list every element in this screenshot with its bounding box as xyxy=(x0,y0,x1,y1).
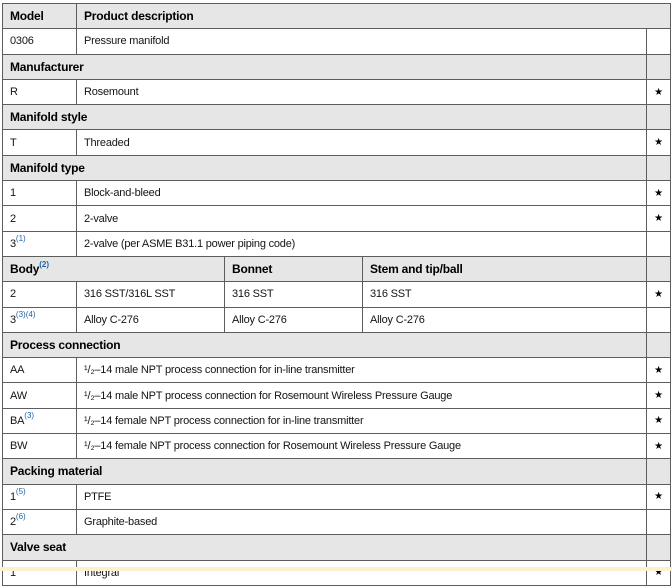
model-code: 2 xyxy=(10,288,16,300)
table-row xyxy=(3,484,671,509)
bottom-highlight-strip xyxy=(0,567,672,571)
star-cell: ★ xyxy=(647,560,671,585)
model-code-cell xyxy=(3,484,77,509)
table-row xyxy=(3,206,671,231)
model-code-cell xyxy=(3,307,77,332)
model-code: 3 xyxy=(10,314,16,326)
star-cell: ★ xyxy=(647,206,671,231)
model-code-cell xyxy=(3,231,77,256)
model-code-cell xyxy=(3,408,77,433)
stem-material-cell: 316 SST xyxy=(363,282,647,307)
model-code: T xyxy=(10,137,17,149)
section-title: Manufacturer xyxy=(3,54,647,79)
body-label: Body xyxy=(10,262,39,276)
stem-column-header: Stem and tip/ball xyxy=(363,256,647,281)
description-cell: Block-and-bleed xyxy=(77,181,647,206)
star-cell xyxy=(647,54,671,79)
stem-material-cell: Alloy C-276 xyxy=(363,307,647,332)
table-row xyxy=(3,408,671,433)
star-cell: ★ xyxy=(647,282,671,307)
model-code: BW xyxy=(10,440,27,452)
description-cell: 2-valve xyxy=(77,206,647,231)
section-header-row xyxy=(3,155,671,180)
star-cell: ★ xyxy=(647,408,671,433)
star-cell xyxy=(647,29,671,54)
description-cell: Graphite-based xyxy=(77,509,647,534)
section-title: Manifold style xyxy=(3,105,647,130)
body-material-cell: 316 SST/316L SST xyxy=(77,282,225,307)
model-code-cell xyxy=(3,383,77,408)
star-cell xyxy=(647,105,671,130)
star-cell: ★ xyxy=(647,484,671,509)
model-code-cell xyxy=(3,282,77,307)
table-row xyxy=(3,307,671,332)
ordering-information-table xyxy=(2,3,671,586)
star-cell xyxy=(647,535,671,560)
description-cell: ¹/₂–14 male NPT process connection for Rosemount Wireless Pressure Gauge xyxy=(77,383,647,408)
model-code: 1 xyxy=(10,491,16,503)
star-cell xyxy=(647,332,671,357)
table-row xyxy=(3,509,671,534)
star-cell: ★ xyxy=(647,434,671,459)
body-column-header xyxy=(3,256,225,281)
section-title: Process connection xyxy=(3,332,647,357)
table-row xyxy=(3,79,671,104)
model-code-cell xyxy=(3,130,77,155)
footnote-ref: (2) xyxy=(39,260,49,269)
description-cell: Pressure manifold xyxy=(77,29,647,54)
model-code: R xyxy=(10,86,18,98)
bonnet-material-cell: 316 SST xyxy=(225,282,363,307)
section-header-row xyxy=(3,54,671,79)
model-code: AW xyxy=(10,390,27,402)
body-material-cell: Alloy C-276 xyxy=(77,307,225,332)
model-code-cell xyxy=(3,29,77,54)
footnote-ref: (3) xyxy=(24,411,34,420)
model-code-cell xyxy=(3,181,77,206)
product-description-column-header: Product description xyxy=(77,4,671,29)
description-cell: Integral xyxy=(77,560,647,585)
description-cell: Threaded xyxy=(77,130,647,155)
model-code: 3 xyxy=(10,238,16,250)
description-cell: ¹/₂–14 female NPT process connection for in-line transmitter xyxy=(77,408,647,433)
star-cell: ★ xyxy=(647,383,671,408)
footnote-ref: (3)(4) xyxy=(16,310,36,319)
star-cell xyxy=(647,509,671,534)
table-row xyxy=(3,383,671,408)
model-code-cell xyxy=(3,206,77,231)
section-header-row xyxy=(3,105,671,130)
description-cell: ¹/₂–14 female NPT process connection for Rosemount Wireless Pressure Gauge xyxy=(77,434,647,459)
section-header-row xyxy=(3,459,671,484)
model-code-cell xyxy=(3,509,77,534)
description-cell: Rosemount xyxy=(77,79,647,104)
model-code-cell xyxy=(3,560,77,585)
table-row xyxy=(3,560,671,585)
model-code: AA xyxy=(10,364,24,376)
table-row xyxy=(3,181,671,206)
footnote-ref: (5) xyxy=(16,487,26,496)
table-row xyxy=(3,282,671,307)
table-row xyxy=(3,434,671,459)
section-title: Valve seat xyxy=(3,535,647,560)
model-code: 0306 xyxy=(10,35,34,47)
table-row xyxy=(3,130,671,155)
model-code: 2 xyxy=(10,516,16,528)
star-cell: ★ xyxy=(647,79,671,104)
star-cell xyxy=(647,155,671,180)
model-code-cell xyxy=(3,358,77,383)
bonnet-material-cell: Alloy C-276 xyxy=(225,307,363,332)
model-code: BA xyxy=(10,415,24,427)
model-code: 1 xyxy=(10,187,16,199)
star-cell: ★ xyxy=(647,358,671,383)
section-title: Packing material xyxy=(3,459,647,484)
star-cell xyxy=(647,459,671,484)
model-code-cell xyxy=(3,434,77,459)
description-cell: 2-valve (per ASME B31.1 power piping code) xyxy=(77,231,647,256)
column-header-row xyxy=(3,256,671,281)
table-row xyxy=(3,358,671,383)
bonnet-column-header: Bonnet xyxy=(225,256,363,281)
section-header-row xyxy=(3,332,671,357)
model-column-header: Model xyxy=(3,4,77,29)
star-cell xyxy=(647,231,671,256)
section-title: Manifold type xyxy=(3,155,647,180)
section-header-row xyxy=(3,535,671,560)
table-row xyxy=(3,231,671,256)
table-row xyxy=(3,29,671,54)
star-cell: ★ xyxy=(647,130,671,155)
star-cell xyxy=(647,307,671,332)
footnote-ref: (6) xyxy=(16,512,26,521)
star-cell: ★ xyxy=(647,181,671,206)
model-code-cell xyxy=(3,79,77,104)
model-code: 2 xyxy=(10,213,16,225)
description-cell: PTFE xyxy=(77,484,647,509)
star-cell xyxy=(647,256,671,281)
model-code: 1 xyxy=(10,567,16,579)
footnote-ref: (1) xyxy=(16,234,26,243)
column-header-row xyxy=(3,4,671,29)
description-cell: ¹/₂–14 male NPT process connection for in-line transmitter xyxy=(77,358,647,383)
